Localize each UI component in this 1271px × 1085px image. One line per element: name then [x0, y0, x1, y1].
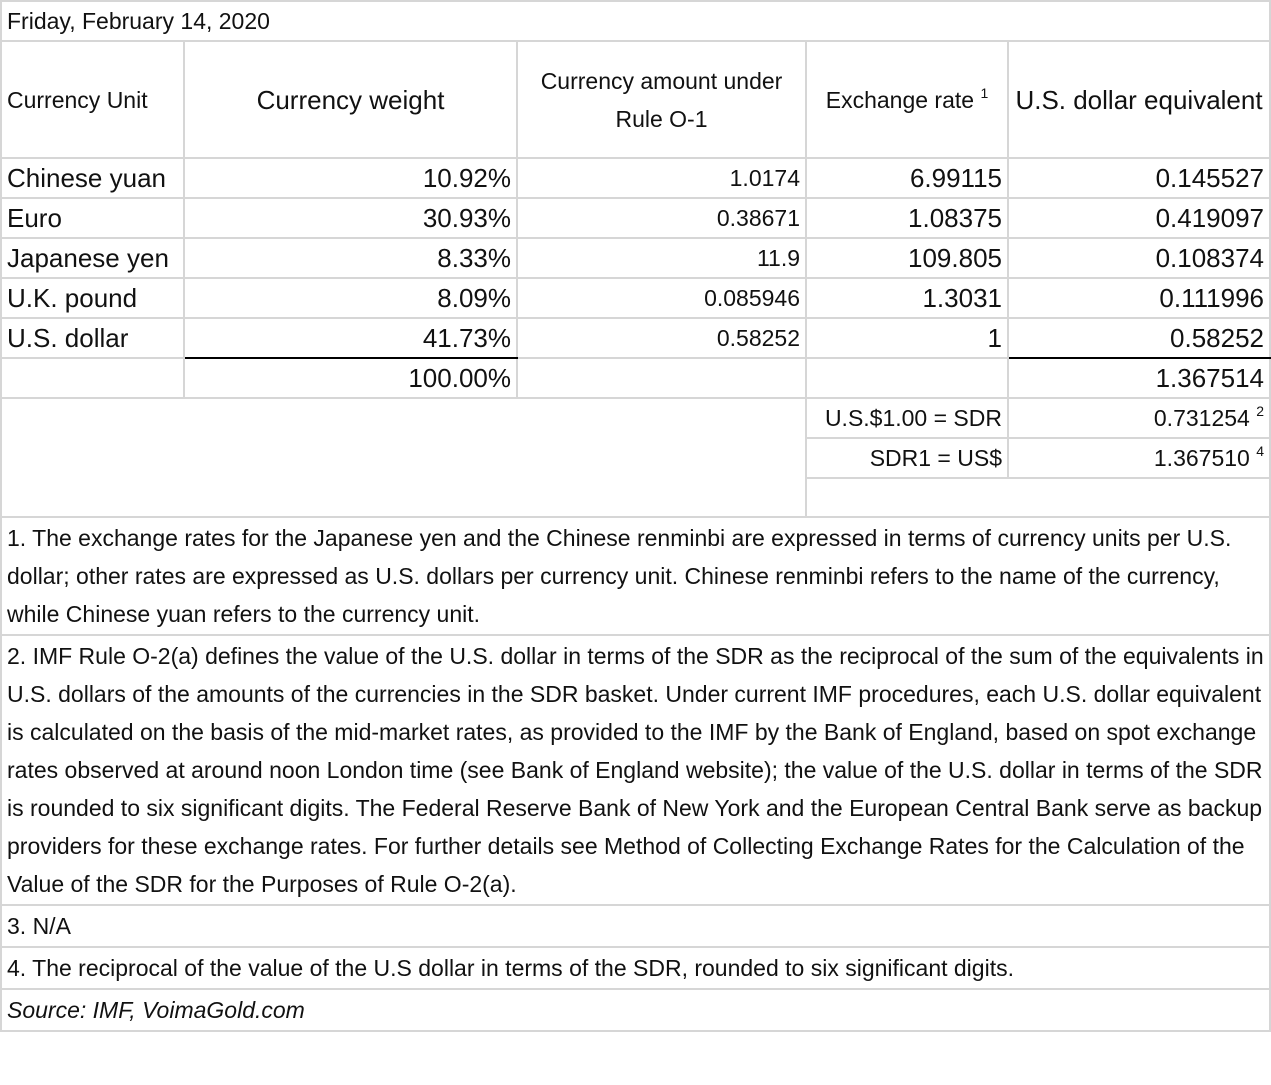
cell-usd: 0.111996 [1008, 278, 1270, 318]
exchange-rate-label: Exchange rate [825, 86, 975, 113]
cell-rate: 1 [806, 318, 1008, 358]
sdr-value-text: 1.367510 [1153, 445, 1250, 471]
header-currency-amount: Currency amount under Rule O-1 [517, 41, 806, 158]
cell-unit: U.S. dollar [1, 318, 184, 358]
header-row [1, 41, 1270, 158]
cell-weight: 10.92% [184, 158, 517, 198]
sdr-value-text: 0.731254 [1153, 405, 1250, 431]
sdr-label: SDR1 = US$ [806, 438, 1008, 478]
header-currency-unit: Currency Unit [1, 41, 184, 158]
currency-row [1, 238, 1270, 278]
cell-usd: 0.58252 [1008, 318, 1270, 358]
cell-usd: 0.108374 [1008, 238, 1270, 278]
totals-row [1, 358, 1270, 398]
cell-rate: 6.99115 [806, 158, 1008, 198]
currency-row [1, 278, 1270, 318]
sdr-value [1008, 438, 1270, 478]
date-title: Friday, February 14, 2020 [1, 1, 1270, 41]
cell-usd: 0.145527 [1008, 158, 1270, 198]
total-usd: 1.367514 [1008, 358, 1270, 398]
cell-amount: 1.0174 [517, 158, 806, 198]
cell-rate: 109.805 [806, 238, 1008, 278]
header-currency-weight: Currency weight [184, 41, 517, 158]
cell-amount: 11.9 [517, 238, 806, 278]
footnote-4: 4. The reciprocal of the value of the U.S dollar in terms of the SDR, rounded to six significant digits. [1, 947, 1270, 989]
currency-row [1, 198, 1270, 238]
footnote-2: 2. IMF Rule O-2(a) defines the value of the U.S. dollar in terms of the SDR as the reciprocal of the sum of the equivalents in U.S. dollars of the amounts of the currencies in the SDR basket. Under current IMF procedures, each U.S. dollar equivalent is calculated on the basis of the mid-market rates, as provided to the IMF by the Bank of England, based on spot exchange rates observed at around noon London time (see Bank of England website); the value of the U.S. dollar in terms of the SDR is rounded to six significant digits. The Federal Reserve Bank of New York and the European Central Bank serve as backup providers for these exchange rates. For further details see Method of Collecting Exchange Rates for the Calculation of the Value of the SDR for the Purposes of Rule O-2(a). [1, 635, 1270, 905]
source-line: Source: IMF, VoimaGold.com [1, 989, 1270, 1031]
sdr-row [1, 398, 1270, 438]
cell-weight: 41.73% [184, 318, 517, 358]
footnote-1: 1. The exchange rates for the Japanese yen and the Chinese renminbi are expressed in terms of currency units per U.S. dollar; other rates are expressed as U.S. dollars per currency unit. Chinese renminbi refers to the name of the currency, while Chinese yuan refers to the currency unit. [1, 517, 1270, 635]
cell-weight: 30.93% [184, 198, 517, 238]
sdr-label: U.S.$1.00 = SDR [806, 398, 1008, 438]
cell-unit: Chinese yuan [1, 158, 184, 198]
cell-amount: 0.38671 [517, 198, 806, 238]
currency-row [1, 318, 1270, 358]
cell-unit: Japanese yen [1, 238, 184, 278]
cell-amount: 0.085946 [517, 278, 806, 318]
cell-weight: 8.09% [184, 278, 517, 318]
cell-unit: U.K. pound [1, 278, 184, 318]
header-usd-equivalent: U.S. dollar equivalent [1008, 41, 1270, 158]
cell-rate: 1.3031 [806, 278, 1008, 318]
footnote-ref: 1 [980, 84, 989, 101]
footnote-ref: 2 [1256, 403, 1265, 419]
cell-weight: 8.33% [184, 238, 517, 278]
total-weight: 100.00% [184, 358, 517, 398]
cell-amount: 0.58252 [517, 318, 806, 358]
sdr-value [1008, 398, 1270, 438]
footnote-3: 3. N/A [1, 905, 1270, 947]
cell-unit: Euro [1, 198, 184, 238]
cell-usd: 0.419097 [1008, 198, 1270, 238]
cell-rate: 1.08375 [806, 198, 1008, 238]
footnote-ref: 4 [1256, 443, 1265, 459]
currency-row [1, 158, 1270, 198]
header-exchange-rate [806, 41, 1008, 158]
